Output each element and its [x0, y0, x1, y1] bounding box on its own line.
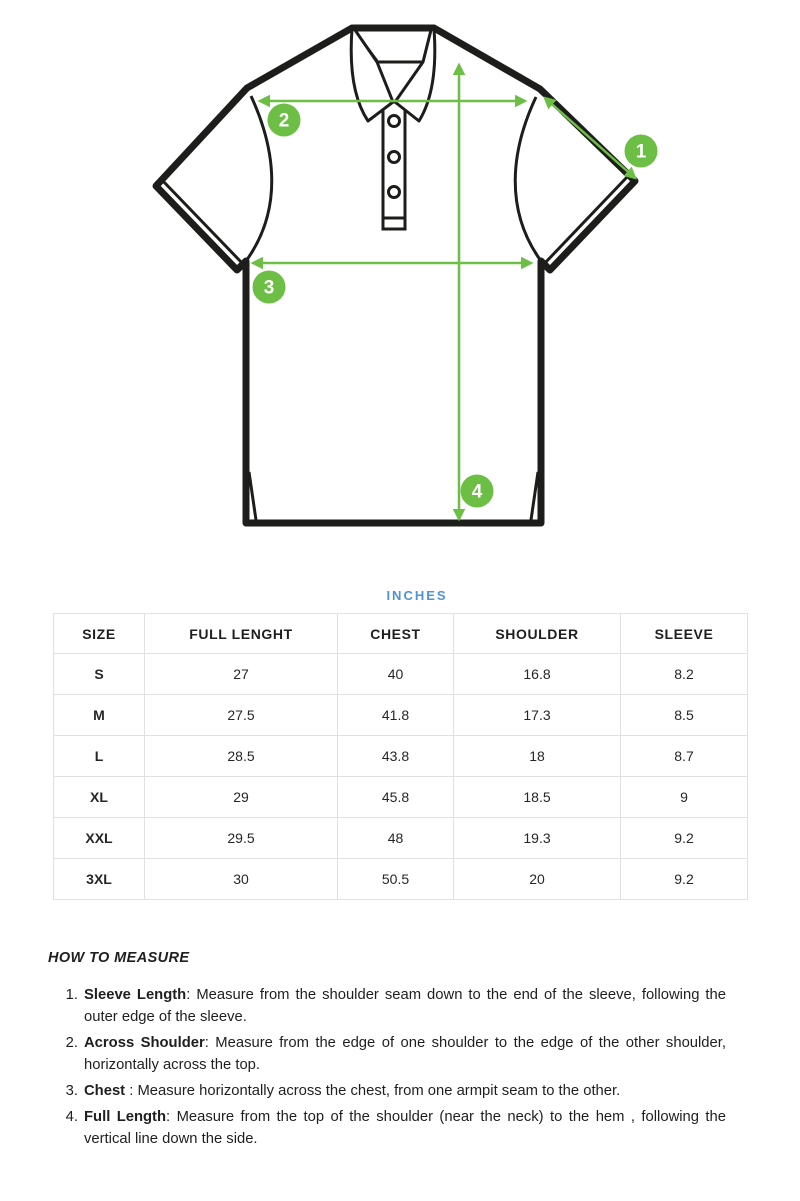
- cell-size: XL: [54, 777, 145, 818]
- cell-full-length: 29: [145, 777, 338, 818]
- item-number: 1.: [65, 987, 78, 1003]
- measurement-badge-1: [625, 135, 658, 168]
- cell-sleeve: 9.2: [621, 859, 748, 900]
- item-text: [84, 1106, 726, 1150]
- cell-size: S: [54, 654, 145, 695]
- item-term: Chest: [84, 1083, 126, 1099]
- cell-size: M: [54, 695, 145, 736]
- header-cell-shoulder: SHOULDER: [454, 614, 621, 654]
- measure-item-sleeve-length: [0, 984, 726, 1028]
- placket: [383, 102, 405, 229]
- item-separator: :: [166, 1109, 177, 1125]
- cell-full-length: 27.5: [145, 695, 338, 736]
- header-cell-size: SIZE: [54, 614, 145, 654]
- cell-chest: 41.8: [338, 695, 454, 736]
- cell-chest: 43.8: [338, 736, 454, 777]
- cell-chest: 40: [338, 654, 454, 695]
- measurement-badge-3: [253, 271, 286, 304]
- cell-sleeve: 8.5: [621, 695, 748, 736]
- svg-text:1: 1: [635, 141, 647, 163]
- item-separator: :: [204, 1035, 216, 1051]
- header-cell-sleeve: SLEEVE: [621, 614, 748, 654]
- item-number: 2.: [65, 1035, 78, 1051]
- cell-size: 3XL: [54, 859, 145, 900]
- cell-full-length: 30: [145, 859, 338, 900]
- measure-item-across-shoulder: [0, 1032, 726, 1076]
- item-separator: :: [125, 1083, 138, 1099]
- item-description: Measure from the edge of one shoulder to the edge of the other shoulder, horizontally across the top.: [84, 1035, 726, 1073]
- header-cell-chest: CHEST: [338, 614, 454, 654]
- cell-chest: 48: [338, 818, 454, 859]
- table-row-xxl: [54, 818, 748, 859]
- table-row-l: [54, 736, 748, 777]
- cell-shoulder: 18: [454, 736, 621, 777]
- table-row-m: [54, 695, 748, 736]
- cell-sleeve: 9.2: [621, 818, 748, 859]
- table-header-row: [54, 614, 748, 654]
- item-description: Measure horizontally across the chest, from one armpit seam to the other.: [137, 1083, 621, 1099]
- item-description: Measure from the shoulder seam down to the end of the sleeve, following the outer edge of the sleeve.: [84, 987, 726, 1025]
- polo-shirt-measurement-diagram: [0, 0, 800, 548]
- item-number: 4.: [65, 1109, 78, 1125]
- button-icon: [389, 152, 400, 163]
- cell-chest: 50.5: [338, 859, 454, 900]
- svg-text:4: 4: [471, 481, 483, 503]
- cell-size: L: [54, 736, 145, 777]
- cell-sleeve: 8.2: [621, 654, 748, 695]
- cell-chest: 45.8: [338, 777, 454, 818]
- size-table: [53, 613, 748, 900]
- item-text: [84, 1080, 726, 1102]
- item-term: Across Shoulder: [84, 1035, 205, 1051]
- measurement-badge-2: [268, 104, 301, 137]
- button-icon: [389, 187, 400, 198]
- item-term: Full Length: [84, 1109, 167, 1125]
- cell-size: XXL: [54, 818, 145, 859]
- measurement-badge-4: [461, 475, 494, 508]
- button-icon: [389, 116, 400, 127]
- measure-item-chest: [0, 1080, 726, 1102]
- header-cell-full-length: FULL LENGHT: [145, 614, 338, 654]
- cell-shoulder: 20: [454, 859, 621, 900]
- cell-sleeve: 9: [621, 777, 748, 818]
- cell-shoulder: 17.3: [454, 695, 621, 736]
- cell-sleeve: 8.7: [621, 736, 748, 777]
- cell-full-length: 29.5: [145, 818, 338, 859]
- item-text: [84, 1032, 726, 1076]
- item-term: Sleeve Length: [84, 987, 187, 1003]
- how-to-measure-title: HOW TO MEASURE: [48, 950, 190, 966]
- cell-shoulder: 18.5: [454, 777, 621, 818]
- table-row-xl: [54, 777, 748, 818]
- table-row-s: [54, 654, 748, 695]
- measure-item-full-length: [0, 1106, 726, 1150]
- cell-full-length: 28.5: [145, 736, 338, 777]
- table-row-3xl: [54, 859, 748, 900]
- item-separator: :: [186, 987, 197, 1003]
- cell-shoulder: 19.3: [454, 818, 621, 859]
- svg-text:3: 3: [263, 277, 275, 299]
- unit-label: INCHES: [386, 588, 448, 603]
- item-description: Measure from the top of the shoulder (near the neck) to the hem , following the vertical line down the side.: [84, 1109, 726, 1147]
- svg-text:2: 2: [278, 110, 290, 132]
- cell-shoulder: 16.8: [454, 654, 621, 695]
- cell-full-length: 27: [145, 654, 338, 695]
- measure-list: [0, 984, 726, 1154]
- item-text: [84, 984, 726, 1028]
- item-number: 3.: [65, 1083, 78, 1099]
